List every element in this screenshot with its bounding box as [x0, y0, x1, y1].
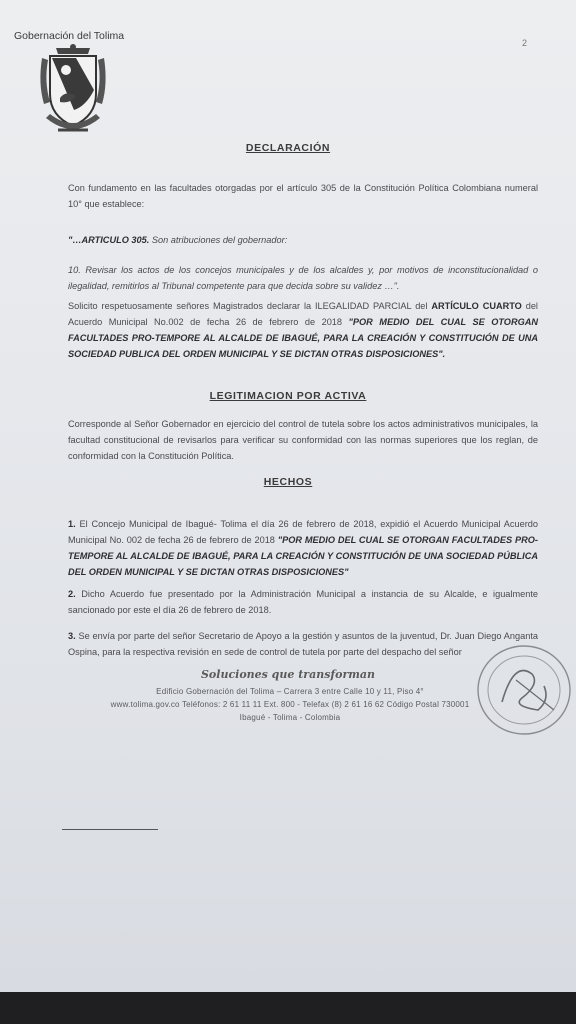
- signature-line: [62, 829, 158, 830]
- hechos-item-3-text: Se envía por parte del señor Secretario de Apoyo a la gestión y asuntos de la juventud, Dr. Juan Diego Anganta Ospina, para la respectiva revisión en sede de control de tutela por parte del despacho del señor: [68, 631, 538, 657]
- quote-article-rest: Son atribuciones del gobernador:: [149, 235, 288, 245]
- hechos-item-2-number: 2.: [68, 589, 76, 599]
- coat-of-arms-logo: [36, 44, 110, 140]
- hechos-title: HECHOS: [263, 476, 313, 488]
- declaracion-intro: Con fundamento en las facultades otorgadas por el artículo 305 de la Constitución Política Colombiana numeral 10° que establece:: [68, 183, 538, 209]
- request-paragraph: [68, 298, 538, 362]
- hechos-item-2: [68, 586, 538, 618]
- hechos-item-2-text: Dicho Acuerdo fue presentado por la Administración Municipal a instancia de su Alcalde, e igualmente sancionado por este el día 26 de febrero de 2018.: [68, 589, 538, 615]
- quote-heading: [68, 232, 538, 248]
- org-name: Gobernación del Tolima: [14, 30, 125, 42]
- hechos-item-3-number: 3.: [68, 631, 76, 641]
- hechos-item-1-text: El Concejo Municipal de Ibagué- Tolima el día 26 de febrero de 2018, expidió el Acuerdo Municipal Acuerdo Municipal No. 002 de fecha 26 de febrero de 2018: [68, 519, 538, 545]
- hechos-item-1-title: "POR MEDIO DEL CUAL SE OTORGAN FACULTADES PRO-TEMPORE AL ALCALDE DE IBAGUÉ, PARA LA CREACIÓN Y CONSTITUCIÓN DE UNA SOCIEDAD PÚBLICA DEL ORDEN MUNICIPAL Y SE DICTAN OTRAS DISPOSICIONES": [68, 535, 538, 577]
- footer-slogan: Soluciones que transforman: [200, 668, 376, 681]
- page-number: 2: [522, 38, 528, 48]
- bottom-edge: [0, 992, 576, 1024]
- legitimacion-body: Corresponde al Señor Gobernador en ejercicio del control de tutela sobre los actos administrativos municipales, la facultad constitucional de revisarlos para verificar su conformidad con las normas superiores que los reglan, de conformidad con la Constitución Política.: [68, 419, 538, 461]
- request-acuerdo-title: "POR MEDIO DEL CUAL SE OTORGAN FACULTADES PRO-TEMPORE AL ALCALDE DE IBAGUÉ, PARA LA CREACIÓN Y CONSTITUCIÓN DE UNA SOCIEDAD PUBLICA DEL ORDEN MUNICIPAL Y SE DICTAN OTRAS DISPOSICIONES".: [68, 317, 538, 359]
- footer-city: Ibagué - Tolima - Colombia: [239, 713, 341, 722]
- footer-address: Edificio Gobernación del Tolima – Carrera 3 entre Calle 10 y 11, Piso 4°: [156, 687, 424, 696]
- request-pre: Solicito respetuosamente señores Magistrados declarar la ILEGALIDAD PARCIAL del: [68, 301, 432, 311]
- quote-body: 10. Revisar los actos de los concejos municipales y de los alcaldes y, por motivos de inconstitucionalidad o ilegalidad, remitirlos al Tribunal competente para que decida sobre su validez …".: [68, 265, 538, 291]
- footer-contact: www.tolima.gov.co Teléfonos: 2 61 11 11 Ext. 800 - Telefax (8) 2 61 16 62 Código Postal 730001: [110, 700, 470, 709]
- received-stamp-icon: [462, 640, 574, 740]
- hechos-item-1-number: 1.: [68, 519, 76, 529]
- hechos-item-1: [68, 516, 538, 580]
- request-mid: del Acuerdo Municipal No.002 de fecha 26 de febrero de 2018: [68, 301, 538, 327]
- request-article: ARTÍCULO CUARTO: [431, 301, 522, 311]
- legitimacion-title: LEGITIMACION POR ACTIVA: [209, 390, 367, 402]
- declaracion-title: DECLARACIÓN: [245, 142, 331, 154]
- quote-article-label: "…ARTICULO 305.: [68, 235, 150, 245]
